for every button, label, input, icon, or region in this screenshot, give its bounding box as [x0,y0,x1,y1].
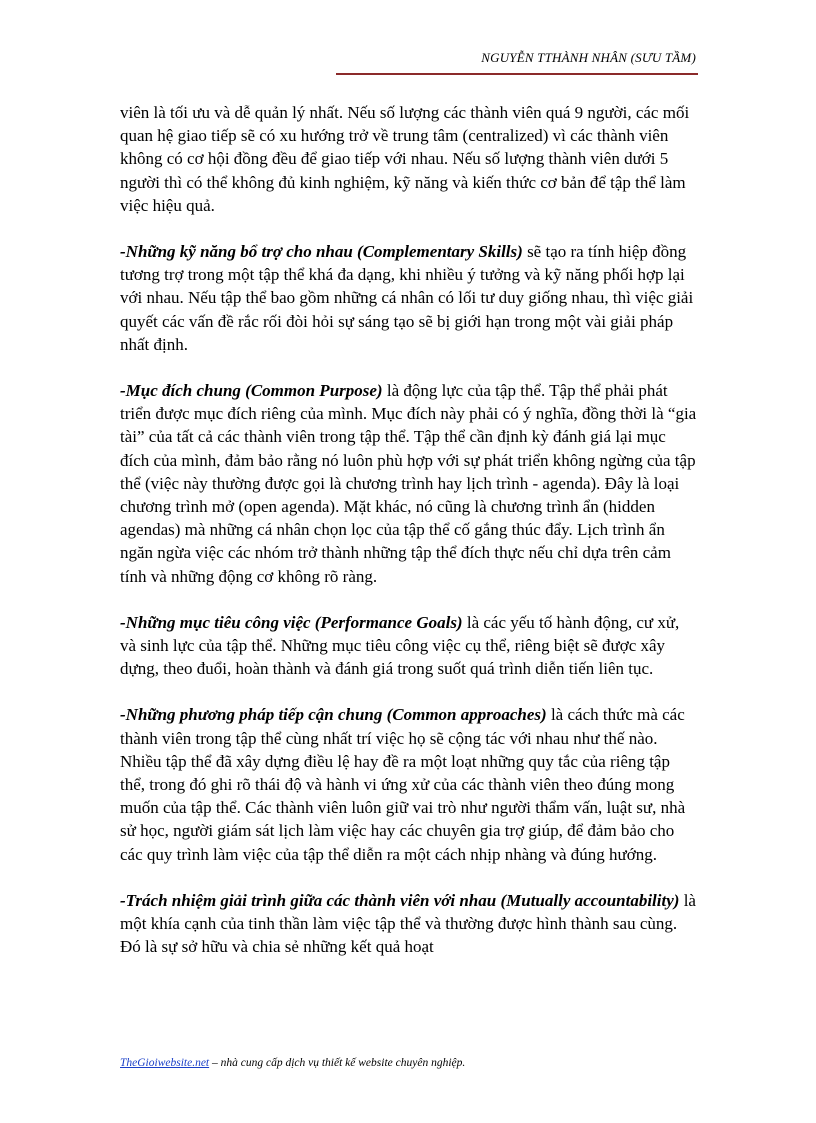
paragraph-text: viên là tối ưu và dễ quản lý nhất. Nếu số lượng các thành viên quá 9 người, các mối quan hệ giao tiếp sẽ có xu hướng trở về trung tâm (centralized) vì các thành viên không có cơ hội đồng đều để giao tiếp với nhau. Nếu số lượng thành viên dưới 5 người thì có thể không đủ kinh nghiệm, kỹ năng và kiến thức cơ bản để tập thể làm việc hiệu quả. [120,103,690,215]
paragraph-text: sẽ tạo ra tính hiệp đồng tương trợ trong một tập thể khá đa dạng, khi nhiều ý tưởng và kỹ năng phối hợp lại với nhau. Nếu tập thể bao gồm những cá nhân có lối tư duy giống nhau, thì việc giải quyết các vấn đề rắc rối đòi hỏi sự sáng tạo sẽ bị giới hạn trong một vài giải pháp nhất định. [120,242,694,354]
footer-link[interactable]: TheGioiwebsite.net [120,1057,210,1069]
paragraph-term: -Những kỹ năng bổ trợ cho nhau (Complementary Skills) [120,242,523,262]
paragraph-term: -Những phương pháp tiếp cận chung (Common approaches) [120,705,547,725]
paragraph-text: là cách thức mà các thành viên trong tập thể cùng nhất trí việc họ sẽ cộng tác với nhau như thế nào. Nhiều tập thể đã xây dựng điều lệ hay đề ra một loạt những quy tắc của riêng tập thể, trong đó ghi rõ thái độ và hành vi ứng xử của các thành viên theo đúng mong muốn của tập thể. Các thành viên luôn giữ vai trò như người thẩm vấn, luật sư, nhà sử học, người giám sát lịch làm việc hay các chuyên gia trợ giúp, để đảm bảo cho các quy trình làm việc của tập thể diễn ra một cách nhịp nhàng và đúng hướng. [120,705,686,864]
header-divider [336,73,698,75]
paragraph-term: -Trách nhiệm giải trình giữa các thành viên với nhau (Mutually accountability) [120,890,680,910]
paragraph-text: là động lực của tập thể. Tập thể phải phát triển được mục đích riêng của mình. Mục đích này phải có ý nghĩa, đồng thời là “gia tài” của tất cả các thành viên trong tập thể. Tập thể cần định kỳ đánh giá lại mục đích của mình, đảm bảo rằng nó luôn phù hợp với sự phát triển không ngừng của tập thể (việc này thường được gọi là chương trình hay lịch trình - agenda). Đây là loại chương trình mở (open agenda). Mặt khác, nó cũng là chương trình ẩn (hidden agendas) mà những cá nhân chọn lọc của tập thể cố gắng thúc đẩy. Lịch trình ẩn ngăn ngừa việc các nhóm trở thành những tập thể đích thực nếu chỉ dựa trên cảm tính và những động cơ không rõ ràng. [120,381,697,586]
paragraph [120,611,698,681]
page-header: NGUYỄN TTHÀNH NHÂN (SƯU TẦM) [481,50,696,65]
footer-text: – nhà cung cấp dịch vụ thiết kế website chuyên nghiệp. [209,1057,466,1069]
paragraph [120,240,698,356]
paragraph-term: -Mục đích chung (Common Purpose) [120,381,383,401]
paragraph [120,703,698,865]
body-text [120,101,698,982]
paragraph-term: -Những mục tiêu công việc (Performance Goals) [120,612,463,632]
paragraph [120,101,698,217]
paragraph-text: là các yếu tố hành động, cư xử, và sinh lực của tập thể. Những mục tiêu công việc cụ thể, riêng biệt sẽ được xây dựng, theo đuổi, hoàn thành và đánh giá trong suốt quá trình diễn tiến liên tục. [120,612,680,679]
page-footer [120,1057,680,1069]
paragraph [120,889,698,959]
paragraph [120,379,698,588]
paragraph-text: là một khía cạnh của tinh thần làm việc tập thể và thường được hình thành sau cùng. Đó là sự sở hữu và chia sẻ những kết quả hoạt [120,890,696,957]
